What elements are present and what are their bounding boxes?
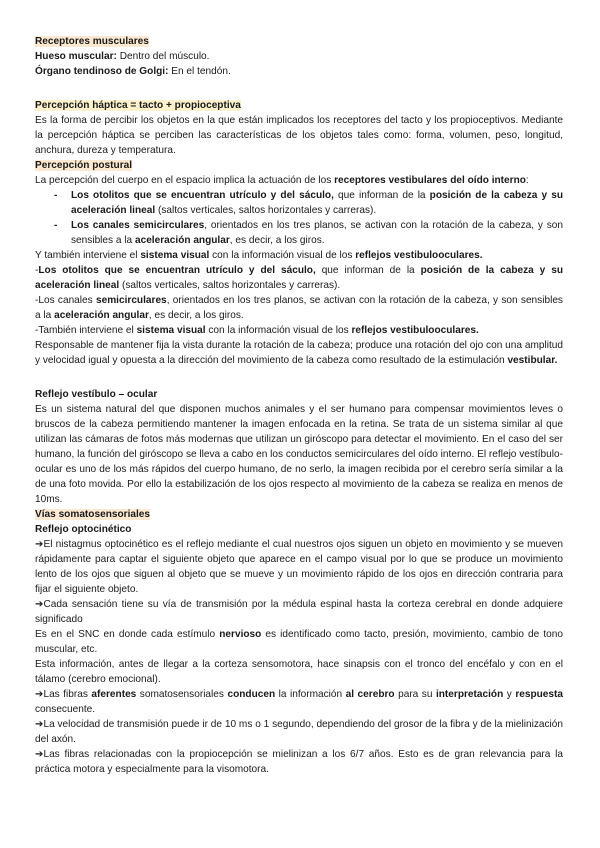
paragraph-also-visual: Y también interviene el sistema visual con la información visual de los reflejos vestibulooculares. <box>35 250 483 261</box>
heading-vestibulo: Reflejo vestíbulo – ocular <box>35 389 158 400</box>
spacer <box>35 79 563 98</box>
heading-haptica <box>35 98 563 113</box>
postural-list <box>35 188 563 248</box>
line-hueso: Hueso muscular: Dentro del músculo. <box>35 51 210 62</box>
heading-somato-text: Vías somatosensoriales <box>35 509 151 520</box>
list-item: - Los otolitos que se encuentran utrículo y del sáculo, que informan de la posición de la cabeza y su aceleración lineal (saltos verticales, saltos horizontales y carreras). <box>54 190 564 216</box>
heading-receptores-text: Receptores musculares <box>35 36 149 47</box>
bullet-dash: - <box>54 220 58 231</box>
paragraph-canales: -Los canales semicirculares, orientados en los tres planos, se activan con la rotación de la cabeza, y son sensibles a la aceleración angular, es decir, a los giros. <box>35 295 563 321</box>
paragraph-responsable: Responsable de mantener fija la vista durante la rotación de la cabeza; produce una rotación del ojo con una amplitud y velocidad igual y opuesta a la dirección del movimiento de la cabeza como resultado de la estimulación vestibular. <box>35 340 563 366</box>
heading-somato <box>35 507 563 522</box>
paragraph-snc: Es en el SNC en donde cada estímulo nervioso es identificado como tacto, presión, movimiento, cambio de tono muscular, etc. <box>35 629 563 655</box>
paragraph-tambien: -También interviene el sistema visual con la información visual de los reflejos vestibulooculares. <box>35 325 479 336</box>
paragraph-nistagmus: ➔El nistagmus optocinético es el reflejo mediante el cual nuestros ojos siguen un objeto en movimiento y se mueven rápidamente para captar el siguiente objeto que aparece en el campo visual por lo que se produce un movimiento lento de los ojos que siguen al objeto que se mueve y un movimiento rápido de los ojos en dirección contraria para fijar el siguiente objeto. <box>35 539 563 595</box>
heading-postural <box>35 158 563 173</box>
heading-haptica-text: Percepción háptica = tacto + propioceptiva <box>35 100 241 111</box>
paragraph-informacion: Esta información, antes de llegar a la corteza sensomotora, hace sinapsis con el tronco del encéfalo y con en el tálamo (cerebro emocional). <box>35 659 563 685</box>
paragraph-vestibulo: Es un sistema natural del que disponen muchos animales y el ser humano para compensar movimientos leves o bruscos de la cabeza permitiendo mantener la imagen enfocada en la retina. Se trata de un sistema similar al que utilizan las cámaras de fotos más modernas que utilizan un giróscopo para detectar el movimiento. En el caso del ser humano, la función del giróscopo se lleva a cabo en los conductos semicirculares del oído interno. El reflejo vestíbulo-ocular es uno de los más rápidos del cuerpo humano, de no serlo, la imagen recibida por el cerebro sería similar a la de una foto movida. Por ello la estabilización de los ojos respecto al movimiento de la cabeza se realiza en menos de 10ms. <box>35 404 563 505</box>
paragraph-mielinizacion: ➔Las fibras relacionadas con la propiocepción se mielinizan a los 6/7 años. Esto es de gran relevancia para la práctica motora y especialmente para la visomotora. <box>35 749 563 775</box>
spacer <box>35 368 563 387</box>
heading-postural-text: Percepción postural <box>35 160 133 171</box>
line-golgi: Órgano tendinoso de Golgi: En el tendón. <box>35 66 231 77</box>
paragraph-haptica: Es la forma de percibir los objetos en la que están implicados los receptores del tacto y los propioceptivos. Mediante la percepción háptica se perciben las características de los objetos tales como: forma, volumen, peso, longitud, anchura, dureza y temperatura. <box>35 115 563 156</box>
paragraph-postural-intro: La percepción del cuerpo en el espacio implica la actuación de los receptores vestibulares del oído interno: <box>35 175 529 186</box>
bullet-dash: - <box>54 190 58 201</box>
heading-receptores <box>35 34 563 49</box>
paragraph-sensacion: ➔Cada sensación tiene su vía de transmisión por la médula espinal hasta la corteza cerebral en donde adquiere significado <box>35 599 563 625</box>
list-item: - Los canales semicirculares, orientados en los tres planos, se activan con la rotación de la cabeza, y son sensibles a la aceleración angular, es decir, a los giros. <box>54 220 563 246</box>
paragraph-fibras-aferentes: ➔Las fibras aferentes somatosensoriales conducen la información al cerebro para su interpretación y respuesta consecuente. <box>35 689 564 715</box>
document-body <box>35 34 563 777</box>
paragraph-otolitos: -Los otolitos que se encuentran utrículo y del sáculo, que informan de la posición de la cabeza y su aceleración lineal (saltos verticales, saltos horizontales y carreras). <box>35 265 564 291</box>
paragraph-velocidad: ➔La velocidad de transmisión puede ir de 10 ms o 1 segundo, dependiendo del grosor de la fibra y de la mielinización del axón. <box>35 719 563 745</box>
subheading-optocinetico: Reflejo optocinético <box>35 524 132 535</box>
